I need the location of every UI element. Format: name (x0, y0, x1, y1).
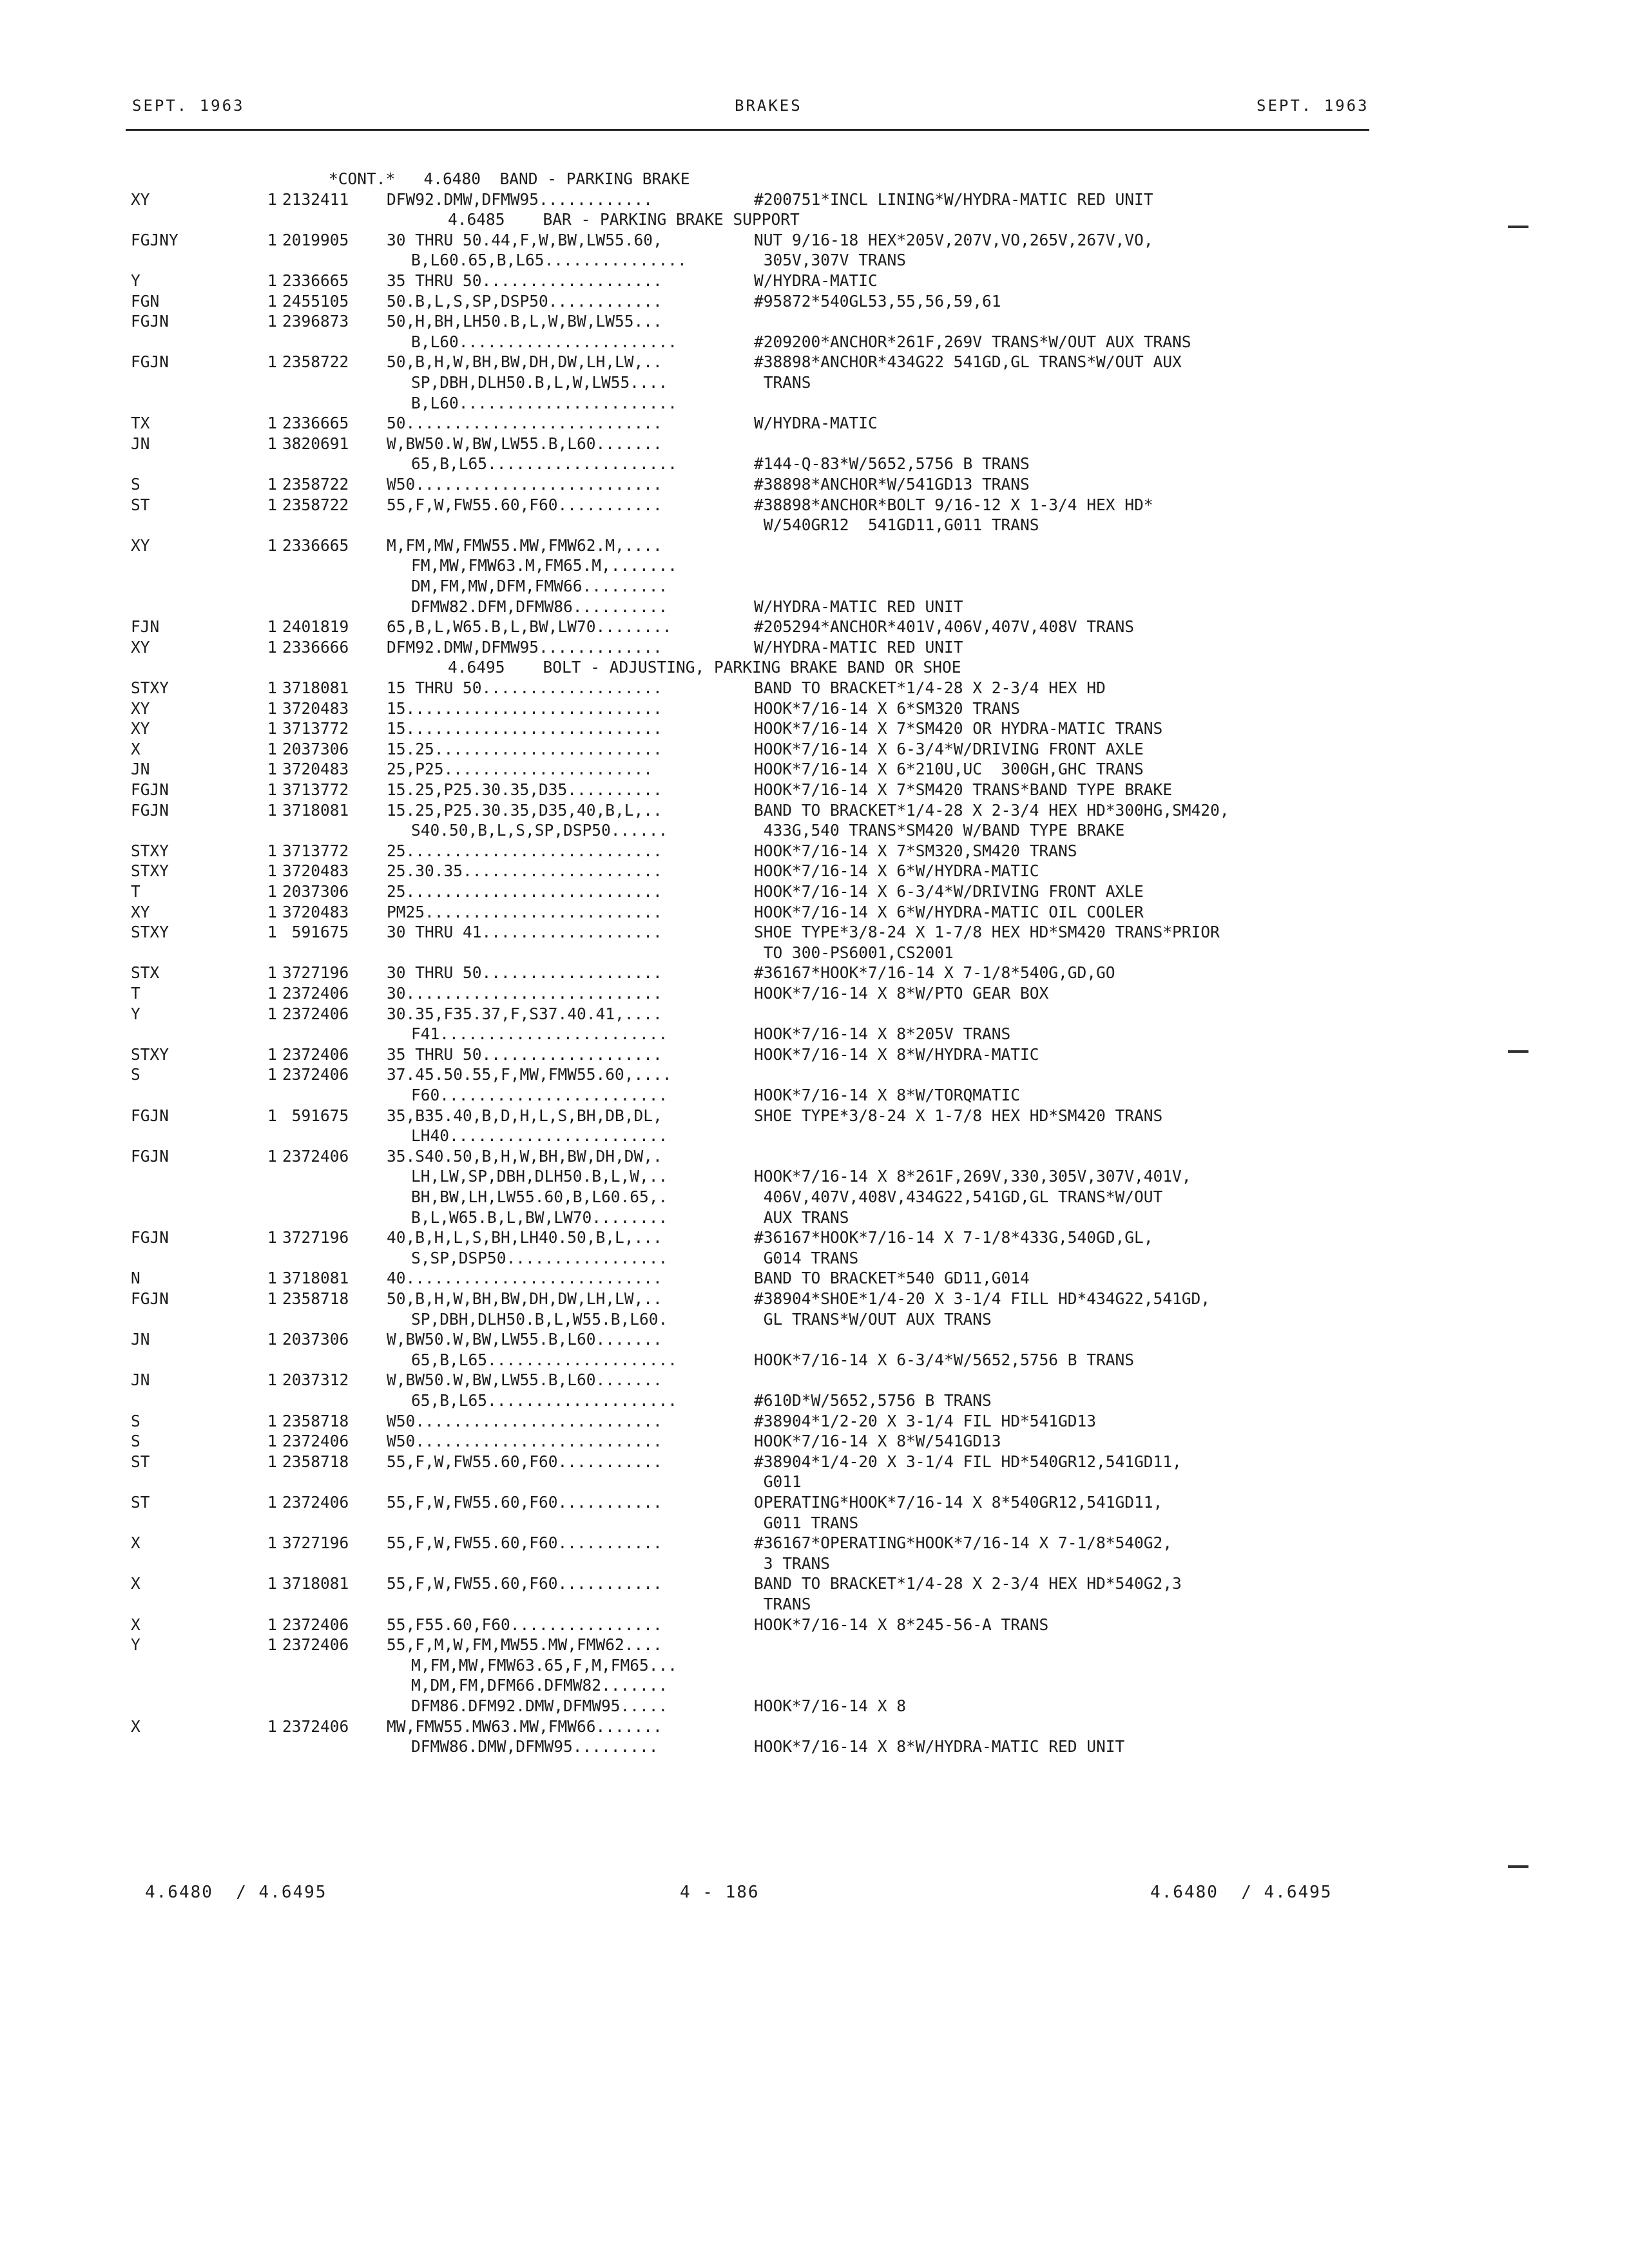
description: G011 (754, 1472, 802, 1492)
model-code: X (131, 1716, 140, 1736)
part-number: 3713772 (282, 841, 349, 860)
applicability: 65,B,L65.................... (411, 454, 678, 474)
part-number: 591675 (282, 923, 349, 942)
model-code: XY (131, 902, 150, 921)
description: #36167*HOOK*7/16-14 X 7-1/8*433G,540GD,GL, (754, 1228, 1153, 1247)
section-heading: 4.6495 BOLT - ADJUSTING, PARKING BRAKE BAND OR SHOE (448, 658, 961, 677)
description: HOOK*7/16-14 X 8*W/TORQMATIC (754, 1086, 1021, 1104)
part-number: 2358718 (282, 1411, 349, 1430)
model-code: FGJN (131, 1106, 169, 1125)
applicability: 55,F,M,W,FM,MW55.MW,FMW62.... (387, 1635, 662, 1655)
description: HOOK*7/16-14 X 8*205V TRANS (754, 1024, 1011, 1044)
part-number: 3720483 (282, 902, 349, 921)
model-code: FGJN (131, 1228, 169, 1247)
applicability: 30 THRU 50.44,F,W,BW,LW55.60, (387, 230, 662, 249)
model-code: FGJNY (131, 230, 178, 249)
part-number: 2336666 (282, 637, 349, 657)
part-number: 2037312 (282, 1370, 349, 1390)
description: HOOK*7/16-14 X 7*SM320,SM420 TRANS (754, 841, 1077, 860)
model-code: XY (131, 637, 150, 657)
applicability: 25.30.35..................... (387, 861, 662, 881)
margin-mark (1508, 1865, 1528, 1868)
applicability: 65,B,L65.................... (411, 1391, 678, 1410)
part-number: 2358722 (282, 495, 349, 514)
applicability: F41........................ (411, 1024, 668, 1044)
part-number: 3820691 (282, 434, 349, 453)
description: HOOK*7/16-14 X 8 (754, 1696, 907, 1715)
margin-mark (1508, 1050, 1528, 1053)
section-heading: *CONT.* 4.6480 BAND - PARKING BRAKE (329, 169, 690, 188)
part-number: 2372406 (282, 1493, 349, 1512)
applicability: F60........................ (411, 1086, 668, 1104)
applicability: 15.25,P25.30.35,D35,40,B,L,.. (387, 800, 662, 820)
description: HOOK*7/16-14 X 6-3/4*W/5652,5756 B TRANS (754, 1350, 1135, 1369)
part-number: 2372406 (282, 1635, 349, 1655)
applicability: 15.25,P25.30.35,D35.......... (387, 780, 662, 799)
description: OPERATING*HOOK*7/16-14 X 8*540GR12,541GD11, (754, 1493, 1163, 1512)
quantity: 1 (267, 1065, 277, 1084)
description: #38904*SHOE*1/4-20 X 3-1/4 FILL HD*434G22,541GD, (754, 1289, 1211, 1308)
description: 305V,307V TRANS (754, 251, 907, 270)
quantity: 1 (267, 984, 277, 1003)
description: HOOK*7/16-14 X 6*SM320 TRANS (754, 698, 1021, 718)
quantity: 1 (267, 1716, 277, 1736)
description: HOOK*7/16-14 X 8*261F,269V,330,305V,307V,401V, (754, 1167, 1191, 1186)
description: #38904*1/4-20 X 3-1/4 FIL HD*540GR12,541GD11, (754, 1452, 1182, 1471)
part-number: 3718081 (282, 1269, 349, 1288)
applicability: B,L60.65,B,L65............... (411, 251, 687, 270)
part-number: 2037306 (282, 1330, 349, 1349)
part-number: 591675 (282, 1106, 349, 1125)
description: #36167*HOOK*7/16-14 X 7-1/8*540G,GD,GO (754, 963, 1115, 983)
model-code: STXY (131, 1044, 169, 1064)
quantity: 1 (267, 800, 277, 820)
model-code: X (131, 1615, 140, 1634)
part-number: 2358718 (282, 1289, 349, 1308)
part-number: 2132411 (282, 189, 349, 209)
part-number: 2372406 (282, 1716, 349, 1736)
model-code: T (131, 882, 140, 901)
part-number: 2372406 (282, 1065, 349, 1084)
applicability: W,BW50.W,BW,LW55.B,L60....... (387, 434, 662, 453)
model-code: JN (131, 760, 150, 779)
quantity: 1 (267, 1004, 277, 1023)
model-code: JN (131, 434, 150, 453)
model-code: FGJN (131, 800, 169, 820)
description: NUT 9/16-18 HEX*205V,207V,VO,265V,267V,VO, (754, 230, 1153, 249)
description: BAND TO BRACKET*1/4-28 X 2-3/4 HEX HD*540G2,3 (754, 1574, 1182, 1593)
part-number: 2336665 (282, 414, 349, 433)
quantity: 1 (267, 760, 277, 779)
model-code: N (131, 1269, 140, 1288)
applicability: DFMW82.DFM,DFMW86.......... (411, 597, 668, 616)
model-code: STXY (131, 923, 169, 942)
model-code: TX (131, 414, 150, 433)
part-number: 2396873 (282, 312, 349, 331)
quantity: 1 (267, 1330, 277, 1349)
quantity: 1 (267, 1574, 277, 1593)
applicability: 15.25........................ (387, 739, 662, 758)
part-number: 2372406 (282, 1044, 349, 1064)
applicability: 55,F,W,FW55.60,F60........... (387, 1574, 662, 1593)
description: HOOK*7/16-14 X 8*245-56-A TRANS (754, 1615, 1049, 1634)
description: #200751*INCL LINING*W/HYDRA-MATIC RED UNIT (754, 189, 1153, 209)
quantity: 1 (267, 923, 277, 942)
part-number: 2358722 (282, 352, 349, 372)
applicability: 15 THRU 50................... (387, 678, 662, 697)
description: HOOK*7/16-14 X 6-3/4*W/DRIVING FRONT AXLE (754, 739, 1144, 758)
model-code: X (131, 739, 140, 758)
quantity: 1 (267, 271, 277, 290)
applicability: W,BW50.W,BW,LW55.B,L60....... (387, 1370, 662, 1390)
quantity: 1 (267, 1411, 277, 1430)
applicability: 15........................... (387, 698, 662, 718)
applicability: DM,FM,MW,DFM,FMW66......... (411, 577, 668, 595)
part-number: 2372406 (282, 1432, 349, 1451)
quantity: 1 (267, 291, 277, 311)
applicability: PM25......................... (387, 902, 662, 921)
quantity: 1 (267, 1044, 277, 1064)
applicability: S,SP,DSP50................. (411, 1248, 668, 1267)
model-code: S (131, 1432, 140, 1451)
part-number: 3713772 (282, 780, 349, 799)
part-number: 2372406 (282, 1004, 349, 1023)
quantity: 1 (267, 1269, 277, 1288)
description: HOOK*7/16-14 X 6*210U,UC 300GH,GHC TRANS (754, 760, 1144, 779)
applicability: 50.B,L,S,SP,DSP50............ (387, 291, 662, 311)
applicability: 35 THRU 50................... (387, 1044, 662, 1064)
model-code: X (131, 1574, 140, 1593)
model-code: FGJN (131, 1289, 169, 1308)
model-code: FGJN (131, 780, 169, 799)
applicability: DFMW86.DMW,DFMW95......... (411, 1737, 659, 1756)
description: HOOK*7/16-14 X 6*W/HYDRA-MATIC OIL COOLER (754, 902, 1144, 921)
applicability: W50.......................... (387, 1432, 662, 1451)
quantity: 1 (267, 1370, 277, 1390)
quantity: 1 (267, 739, 277, 758)
part-number: 3718081 (282, 1574, 349, 1593)
applicability: DFM92.DMW,DFMW95............. (387, 637, 662, 657)
part-number: 2336665 (282, 535, 349, 555)
part-number: 3727196 (282, 1533, 349, 1553)
model-code: Y (131, 1635, 140, 1655)
part-number: 3720483 (282, 698, 349, 718)
quantity: 1 (267, 1533, 277, 1553)
applicability: 35.S40.50,B,H,W,BH,BW,DH,DW,. (387, 1146, 662, 1166)
applicability: 55,F,W,FW55.60,F60........... (387, 1452, 662, 1471)
part-number: 3720483 (282, 861, 349, 881)
description: GL TRANS*W/OUT AUX TRANS (754, 1309, 992, 1329)
description: #38898*ANCHOR*434G22 541GD,GL TRANS*W/OUT AUX (754, 352, 1182, 372)
quantity: 1 (267, 1452, 277, 1471)
applicability: 37.45.50.55,F,MW,FMW55.60,.... (387, 1065, 672, 1084)
description: #144-Q-83*W/5652,5756 B TRANS (754, 454, 1030, 474)
part-number: 3727196 (282, 1228, 349, 1247)
quantity: 1 (267, 414, 277, 433)
applicability: 55,F,W,FW55.60,F60........... (387, 1493, 662, 1512)
quantity: 1 (267, 678, 277, 697)
quantity: 1 (267, 495, 277, 514)
part-number: 2401819 (282, 617, 349, 637)
description: BAND TO BRACKET*1/4-28 X 2-3/4 HEX HD (754, 678, 1106, 697)
model-code: FGJN (131, 1146, 169, 1166)
applicability: 55,F55.60,F60................ (387, 1615, 662, 1634)
description: W/540GR12 541GD11,G011 TRANS (754, 515, 1039, 535)
description: #36167*OPERATING*HOOK*7/16-14 X 7-1/8*540G2, (754, 1533, 1173, 1553)
model-code: FJN (131, 617, 160, 637)
applicability: S40.50,B,L,S,SP,DSP50...... (411, 821, 668, 840)
model-code: STX (131, 963, 160, 983)
quantity: 1 (267, 434, 277, 453)
quantity: 1 (267, 861, 277, 881)
applicability: 25........................... (387, 882, 662, 901)
quantity: 1 (267, 780, 277, 799)
model-code: JN (131, 1330, 150, 1349)
model-code: ST (131, 495, 150, 514)
quantity: 1 (267, 841, 277, 860)
applicability: 50........................... (387, 414, 662, 433)
description: 433G,540 TRANS*SM420 W/BAND TYPE BRAKE (754, 821, 1125, 840)
footer-left: 4.6480 / 4.6495 (145, 1883, 327, 1902)
applicability: 40,B,H,L,S,BH,LH40.50,B,L,... (387, 1228, 662, 1247)
quantity: 1 (267, 617, 277, 637)
model-code: XY (131, 719, 150, 738)
applicability: B,L60....................... (411, 393, 678, 412)
description: TRANS (754, 373, 811, 392)
footer-right: 4.6480 / 4.6495 (1150, 1883, 1333, 1902)
description: BAND TO BRACKET*540 GD11,G014 (754, 1269, 1030, 1288)
quantity: 1 (267, 637, 277, 657)
section-heading: 4.6485 BAR - PARKING BRAKE SUPPORT (448, 210, 800, 229)
description: #38898*ANCHOR*BOLT 9/16-12 X 1-3/4 HEX HD* (754, 495, 1153, 514)
applicability: 30 THRU 41................... (387, 923, 662, 942)
quantity: 1 (267, 1146, 277, 1166)
applicability: LH,LW,SP,DBH,DLH50.B,L,W,.. (411, 1167, 668, 1186)
description: SHOE TYPE*3/8-24 X 1-7/8 HEX HD*SM420 TRANS*PRIOR (754, 923, 1220, 942)
applicability: SP,DBH,DLH50.B,L,W,LW55.... (411, 373, 668, 392)
model-code: T (131, 984, 140, 1003)
description: 406V,407V,408V,434G22,541GD,GL TRANS*W/OUT (754, 1187, 1163, 1206)
applicability: B,L60....................... (411, 332, 678, 351)
part-number: 2037306 (282, 739, 349, 758)
applicability: FM,MW,FMW63.M,FM65.M,....... (411, 556, 678, 575)
description: HOOK*7/16-14 X 8*W/541GD13 (754, 1432, 1001, 1451)
description: HOOK*7/16-14 X 6*W/HYDRA-MATIC (754, 861, 1039, 881)
part-number: 3713772 (282, 719, 349, 738)
margin-mark (1508, 226, 1528, 228)
applicability: 65,B,L,W65.B,L,BW,LW70........ (387, 617, 672, 637)
model-code: X (131, 1533, 140, 1553)
model-code: XY (131, 535, 150, 555)
applicability: 35 THRU 50................... (387, 271, 662, 290)
part-number: 2372406 (282, 1146, 349, 1166)
model-code: Y (131, 271, 140, 290)
quantity: 1 (267, 1228, 277, 1247)
applicability: LH40....................... (411, 1126, 668, 1146)
quantity: 1 (267, 1289, 277, 1308)
model-code: XY (131, 698, 150, 718)
applicability: 55,F,W,FW55.60,F60........... (387, 495, 662, 514)
part-number: 2372406 (282, 1615, 349, 1634)
part-number: 3720483 (282, 760, 349, 779)
applicability: 15........................... (387, 719, 662, 738)
applicability: 50,H,BH,LH50.B,L,W,BW,LW55... (387, 312, 662, 331)
applicability: MW,FMW55.MW63.MW,FMW66....... (387, 1716, 662, 1736)
applicability: 35,B35.40,B,D,H,L,S,BH,DB,DL, (387, 1106, 662, 1125)
quantity: 1 (267, 902, 277, 921)
applicability: M,FM,MW,FMW55.MW,FMW62.M,.... (387, 535, 662, 555)
applicability: W,BW50.W,BW,LW55.B,L60....... (387, 1330, 662, 1349)
model-code: JN (131, 1370, 150, 1390)
description: 3 TRANS (754, 1553, 831, 1573)
applicability: 30.35,F35.37,F,S37.40.41,.... (387, 1004, 662, 1023)
quantity: 1 (267, 698, 277, 718)
applicability: SP,DBH,DLH50.B,L,W55.B,L60. (411, 1309, 668, 1329)
part-number: 2336665 (282, 271, 349, 290)
description: BAND TO BRACKET*1/4-28 X 2-3/4 HEX HD*300HG,SM420, (754, 800, 1229, 820)
header-center: BRAKES (735, 97, 802, 115)
part-number: 2358722 (282, 475, 349, 494)
quantity: 1 (267, 312, 277, 331)
model-code: Y (131, 1004, 140, 1023)
footer-page-number: 4 - 186 (680, 1883, 760, 1902)
quantity: 1 (267, 1432, 277, 1451)
applicability: 25,P25...................... (387, 760, 653, 779)
description: HOOK*7/16-14 X 8*W/HYDRA-MATIC (754, 1044, 1039, 1064)
applicability: 55,F,W,FW55.60,F60........... (387, 1533, 662, 1553)
part-number: 2372406 (282, 984, 349, 1003)
model-code: STXY (131, 841, 169, 860)
description: #205294*ANCHOR*401V,406V,407V,408V TRANS (754, 617, 1135, 637)
model-code: STXY (131, 861, 169, 881)
description: HOOK*7/16-14 X 6-3/4*W/DRIVING FRONT AXLE (754, 882, 1144, 901)
applicability: B,L,W65.B,L,BW,LW70........ (411, 1207, 668, 1227)
quantity: 1 (267, 963, 277, 983)
description: HOOK*7/16-14 X 7*SM420 OR HYDRA-MATIC TRANS (754, 719, 1163, 738)
description: #38898*ANCHOR*W/541GD13 TRANS (754, 475, 1030, 494)
description: G014 TRANS (754, 1248, 859, 1267)
applicability: DFW92.DMW,DFMW95............ (387, 189, 653, 209)
quantity: 1 (267, 1635, 277, 1655)
part-number: 2019905 (282, 230, 349, 249)
description: #610D*W/5652,5756 B TRANS (754, 1391, 992, 1410)
model-code: FGJN (131, 352, 169, 372)
applicability: 25........................... (387, 841, 662, 860)
quantity: 1 (267, 352, 277, 372)
model-code: ST (131, 1452, 150, 1471)
quantity: 1 (267, 475, 277, 494)
description: HOOK*7/16-14 X 8*W/PTO GEAR BOX (754, 984, 1049, 1003)
part-number: 2455105 (282, 291, 349, 311)
part-number: 3727196 (282, 963, 349, 983)
model-code: FGJN (131, 312, 169, 331)
quantity: 1 (267, 1106, 277, 1125)
model-code: FGN (131, 291, 160, 311)
applicability: BH,BW,LH,LW55.60,B,L60.65,. (411, 1187, 668, 1206)
description: W/HYDRA-MATIC (754, 271, 878, 290)
description: #209200*ANCHOR*261F,269V TRANS*W/OUT AUX TRANS (754, 332, 1191, 351)
quantity: 1 (267, 719, 277, 738)
quantity: 1 (267, 230, 277, 249)
header-left: SEPT. 1963 (132, 97, 245, 115)
description: W/HYDRA-MATIC RED UNIT (754, 637, 963, 657)
applicability: W50.......................... (387, 475, 662, 494)
quantity: 1 (267, 535, 277, 555)
description: G011 TRANS (754, 1513, 859, 1532)
applicability: M,DM,FM,DFM66.DFMW82....... (411, 1676, 668, 1695)
applicability: 40........................... (387, 1269, 662, 1288)
applicability: 65,B,L65.................... (411, 1350, 678, 1369)
applicability: 30 THRU 50................... (387, 963, 662, 983)
part-number: 3718081 (282, 678, 349, 697)
applicability: DFM86.DFM92.DMW,DFMW95..... (411, 1696, 668, 1715)
description: AUX TRANS (754, 1207, 849, 1227)
model-code: S (131, 1065, 140, 1084)
model-code: ST (131, 1493, 150, 1512)
applicability: 50,B,H,W,BH,BW,DH,DW,LH,LW,.. (387, 352, 662, 372)
quantity: 1 (267, 1493, 277, 1512)
model-code: STXY (131, 678, 169, 697)
model-code: S (131, 475, 140, 494)
part-number: 2358718 (282, 1452, 349, 1471)
description: W/HYDRA-MATIC RED UNIT (754, 597, 963, 616)
model-code: S (131, 1411, 140, 1430)
description: W/HYDRA-MATIC (754, 414, 878, 433)
applicability: M,FM,MW,FMW63.65,F,M,FM65... (411, 1655, 678, 1675)
description: HOOK*7/16-14 X 7*SM420 TRANS*BAND TYPE BRAKE (754, 780, 1173, 799)
quantity: 1 (267, 882, 277, 901)
quantity: 1 (267, 1615, 277, 1634)
applicability: 50,B,H,W,BH,BW,DH,DW,LH,LW,.. (387, 1289, 662, 1308)
description: TO 300-PS6001,CS2001 (754, 943, 954, 962)
header-right: SEPT. 1963 (1257, 97, 1369, 115)
applicability: W50.......................... (387, 1411, 662, 1430)
applicability: 30........................... (387, 984, 662, 1003)
quantity: 1 (267, 189, 277, 209)
description: SHOE TYPE*3/8-24 X 1-7/8 HEX HD*SM420 TRANS (754, 1106, 1163, 1125)
description: #38904*1/2-20 X 3-1/4 FIL HD*541GD13 (754, 1411, 1097, 1430)
description: HOOK*7/16-14 X 8*W/HYDRA-MATIC RED UNIT (754, 1737, 1125, 1756)
description: TRANS (754, 1595, 811, 1613)
description: #95872*540GL53,55,56,59,61 (754, 291, 1001, 311)
model-code: XY (131, 189, 150, 209)
part-number: 3718081 (282, 800, 349, 820)
part-number: 2037306 (282, 882, 349, 901)
